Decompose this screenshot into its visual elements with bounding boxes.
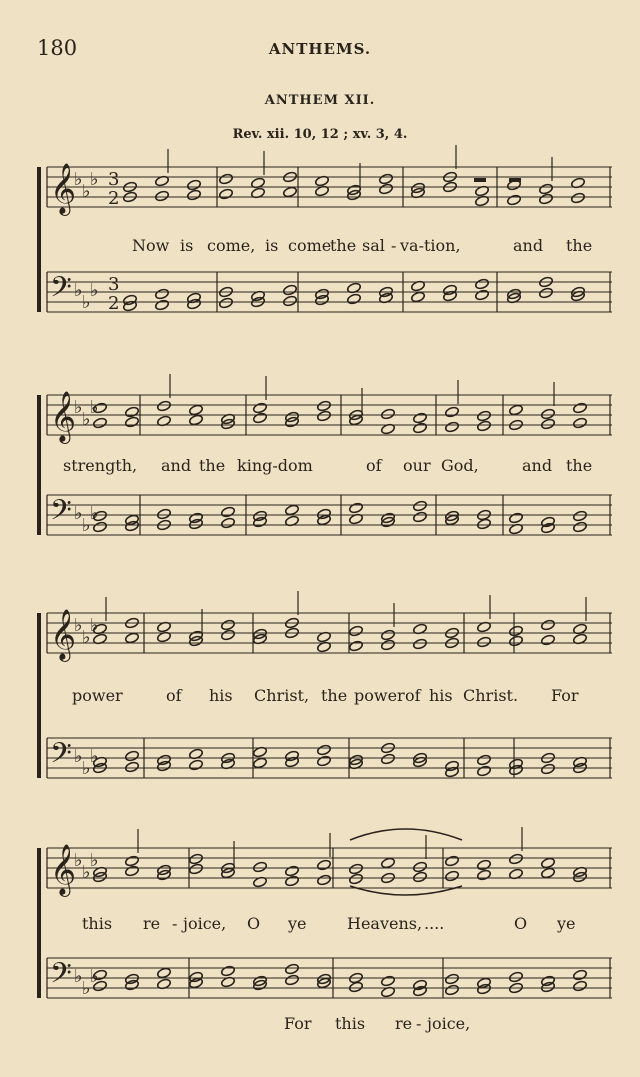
half-note [125, 855, 140, 867]
scripture-reference: Rev. xii. 10, 12 ; xv. 3, 4. [232, 127, 408, 142]
half-note [381, 408, 396, 420]
half-note [571, 192, 586, 204]
half-note [445, 421, 460, 433]
time-signature: 2 [108, 188, 120, 209]
flat-icon: ♭ [90, 503, 99, 524]
half-note [509, 853, 524, 865]
half-note [157, 760, 172, 772]
lyric: For [284, 1014, 312, 1033]
rest [474, 178, 486, 182]
half-note [445, 984, 460, 996]
bass-clef-icon: 𝄢 [50, 957, 72, 997]
half-note [507, 194, 522, 206]
half-note [573, 980, 588, 992]
lyric: power [72, 686, 123, 705]
lyric: va-tion, [400, 236, 461, 255]
half-note [155, 288, 170, 300]
half-note [349, 873, 364, 885]
half-note [285, 411, 300, 423]
half-note [381, 753, 396, 765]
lyric: - [416, 1014, 422, 1033]
half-note [157, 967, 172, 979]
half-note [157, 508, 172, 520]
time-signature: 3 [108, 169, 120, 190]
half-note [477, 765, 492, 777]
lyric: and [161, 456, 192, 475]
lyric: is [180, 236, 194, 255]
half-note [285, 875, 300, 887]
half-note [445, 855, 460, 867]
half-note [317, 755, 332, 767]
flat-icon: ♭ [90, 746, 99, 767]
flat-icon: ♭ [74, 966, 83, 987]
page-number: 180 [37, 36, 78, 60]
half-note [125, 632, 140, 644]
flat-icon: ♭ [74, 850, 83, 871]
half-note [477, 983, 492, 995]
slur [350, 886, 462, 895]
flat-icon: ♭ [74, 503, 83, 524]
half-note [413, 985, 428, 997]
half-note [155, 299, 170, 311]
lyric: his [209, 686, 233, 705]
half-note [541, 522, 556, 534]
lyric: re [143, 914, 161, 933]
half-note [221, 965, 236, 977]
flat-icon: ♭ [90, 169, 99, 190]
half-note [475, 289, 490, 301]
half-note [125, 865, 140, 877]
lyric: - [172, 914, 178, 933]
bass-clef-icon: 𝄢 [50, 271, 72, 311]
lyric: re [395, 1014, 413, 1033]
half-note [317, 514, 332, 526]
half-note [475, 278, 490, 290]
lyric: come [288, 236, 332, 255]
half-note [315, 294, 330, 306]
half-note [253, 402, 268, 414]
half-note [509, 635, 524, 647]
time-signature: 3 [108, 274, 120, 295]
half-note [541, 418, 556, 430]
half-note [317, 400, 332, 412]
half-note [285, 504, 300, 516]
half-note [413, 500, 428, 512]
half-note [539, 193, 554, 205]
half-note [509, 512, 524, 524]
half-note [253, 412, 268, 424]
half-note [221, 517, 236, 529]
half-note [221, 619, 236, 631]
half-note [285, 865, 300, 877]
lyric: of [166, 686, 182, 705]
flat-icon: ♭ [82, 758, 91, 779]
half-note [189, 630, 204, 642]
half-note [413, 422, 428, 434]
half-note [413, 871, 428, 883]
half-note [477, 636, 492, 648]
half-note [477, 859, 492, 871]
half-note [283, 186, 298, 198]
lyric: Christ, [254, 686, 310, 705]
half-note [187, 179, 202, 191]
half-note [93, 417, 108, 429]
half-note [219, 297, 234, 309]
half-note [381, 629, 396, 641]
half-note [541, 763, 556, 775]
half-note [509, 971, 524, 983]
flat-icon: ♭ [74, 615, 83, 636]
flat-icon: ♭ [74, 746, 83, 767]
bass-clef-icon: 𝄢 [50, 737, 72, 777]
half-note [541, 867, 556, 879]
half-note [157, 400, 172, 412]
lyric: Now [132, 236, 170, 255]
lyric: our [403, 456, 431, 475]
half-note [541, 619, 556, 631]
half-note [573, 402, 588, 414]
system-bracket [37, 848, 41, 998]
half-note [509, 404, 524, 416]
half-note [573, 969, 588, 981]
flat-icon: ♭ [74, 397, 83, 418]
half-note [411, 291, 426, 303]
half-note [189, 404, 204, 416]
half-note [317, 410, 332, 422]
lyric: joice, [427, 1014, 471, 1033]
half-note [445, 406, 460, 418]
half-note [253, 757, 268, 769]
half-note [221, 629, 236, 641]
half-note [509, 764, 524, 776]
lyric: joice, [183, 914, 227, 933]
lyric: and [522, 456, 553, 475]
flat-icon: ♭ [90, 850, 99, 871]
lyric: the [321, 686, 348, 705]
flat-icon: ♭ [90, 280, 99, 301]
half-note [349, 625, 364, 637]
half-note [317, 874, 332, 886]
half-note [379, 173, 394, 185]
half-note [189, 977, 204, 989]
anthem-title: ANTHEM XII. [264, 93, 376, 108]
lyric: the [199, 456, 226, 475]
flat-icon: ♭ [82, 181, 91, 202]
half-note [477, 754, 492, 766]
running-title: ANTHEMS. [268, 40, 372, 58]
half-note [445, 870, 460, 882]
half-note [187, 189, 202, 201]
system-bracket [37, 167, 41, 312]
time-signature: 2 [108, 293, 120, 314]
lyric: of [366, 456, 382, 475]
flat-icon: ♭ [82, 862, 91, 883]
half-note [413, 861, 428, 873]
lyric: O [247, 914, 261, 933]
half-note [349, 863, 364, 875]
system-bracket [37, 613, 41, 778]
flat-icon: ♭ [82, 292, 91, 313]
lyric: the [566, 456, 593, 475]
half-note [189, 863, 204, 875]
lyric: God, [441, 456, 479, 475]
half-note [573, 417, 588, 429]
lyric: the [330, 236, 357, 255]
bass-clef-icon: 𝄢 [50, 494, 72, 534]
lyric: sal [362, 236, 385, 255]
half-note [379, 183, 394, 195]
half-note [413, 511, 428, 523]
half-note [445, 973, 460, 985]
half-note [573, 510, 588, 522]
lyric: O [514, 914, 528, 933]
half-note [381, 857, 396, 869]
half-note [189, 759, 204, 771]
half-note [347, 293, 362, 305]
lyric: ye [557, 914, 576, 933]
half-note [125, 979, 140, 991]
treble-clef-icon: 𝄞 [50, 163, 77, 214]
lyric: Heavens, [347, 914, 423, 933]
half-note [317, 744, 332, 756]
flat-icon: ♭ [82, 627, 91, 648]
treble-clef-icon: 𝄞 [50, 844, 77, 895]
half-note [253, 516, 268, 528]
half-note [539, 287, 554, 299]
half-note [219, 173, 234, 185]
lyric: come, [207, 236, 256, 255]
lyric: - [391, 236, 397, 255]
lyric: and [513, 236, 544, 255]
half-note [125, 520, 140, 532]
half-note [509, 625, 524, 637]
flat-icon: ♭ [74, 169, 83, 190]
flat-icon: ♭ [90, 615, 99, 636]
flat-icon: ♭ [90, 966, 99, 987]
lyric: this [335, 1014, 366, 1033]
lyric: this [82, 914, 113, 933]
half-note [219, 188, 234, 200]
half-note [283, 284, 298, 296]
system-bracket [37, 395, 41, 535]
half-note [189, 853, 204, 865]
half-note [349, 502, 364, 514]
half-note [283, 295, 298, 307]
half-note [125, 761, 140, 773]
half-note [413, 638, 428, 650]
flat-icon: ♭ [82, 409, 91, 430]
treble-clef-icon: 𝄞 [50, 609, 77, 660]
half-note [253, 861, 268, 873]
half-note [285, 974, 300, 986]
half-note [477, 869, 492, 881]
lyric: strength, [63, 456, 138, 475]
half-note [539, 183, 554, 195]
half-note [541, 857, 556, 869]
rest [509, 178, 521, 182]
treble-clef-icon: 𝄞 [50, 391, 77, 442]
half-note [413, 412, 428, 424]
half-note [157, 864, 172, 876]
half-note [541, 634, 556, 646]
lyric: the [566, 236, 593, 255]
half-note [189, 518, 204, 530]
half-note [573, 521, 588, 533]
half-note [189, 414, 204, 426]
half-note [347, 184, 362, 196]
lyric: For [551, 686, 579, 705]
lyric: Christ. [463, 686, 519, 705]
half-note [253, 628, 268, 640]
half-note [125, 750, 140, 762]
lyric: .... [424, 914, 445, 933]
flat-icon: ♭ [74, 280, 83, 301]
half-note [155, 190, 170, 202]
half-note [187, 298, 202, 310]
half-note [541, 981, 556, 993]
half-note [349, 640, 364, 652]
lyric: ye [288, 914, 307, 933]
flat-icon: ♭ [82, 515, 91, 536]
lyric: power [354, 686, 405, 705]
flat-icon: ♭ [82, 978, 91, 999]
half-note [411, 182, 426, 194]
lyric: his [429, 686, 453, 705]
lyric: of [405, 686, 421, 705]
flat-icon: ♭ [90, 397, 99, 418]
lyric: is [265, 236, 279, 255]
half-note [381, 975, 396, 987]
slur [350, 829, 462, 840]
lyric: king-dom [237, 456, 313, 475]
half-note [125, 406, 140, 418]
half-note [477, 410, 492, 422]
half-note [285, 963, 300, 975]
half-note [477, 420, 492, 432]
half-note [317, 859, 332, 871]
half-note [221, 506, 236, 518]
half-note [125, 416, 140, 428]
half-note [541, 408, 556, 420]
half-note [381, 639, 396, 651]
